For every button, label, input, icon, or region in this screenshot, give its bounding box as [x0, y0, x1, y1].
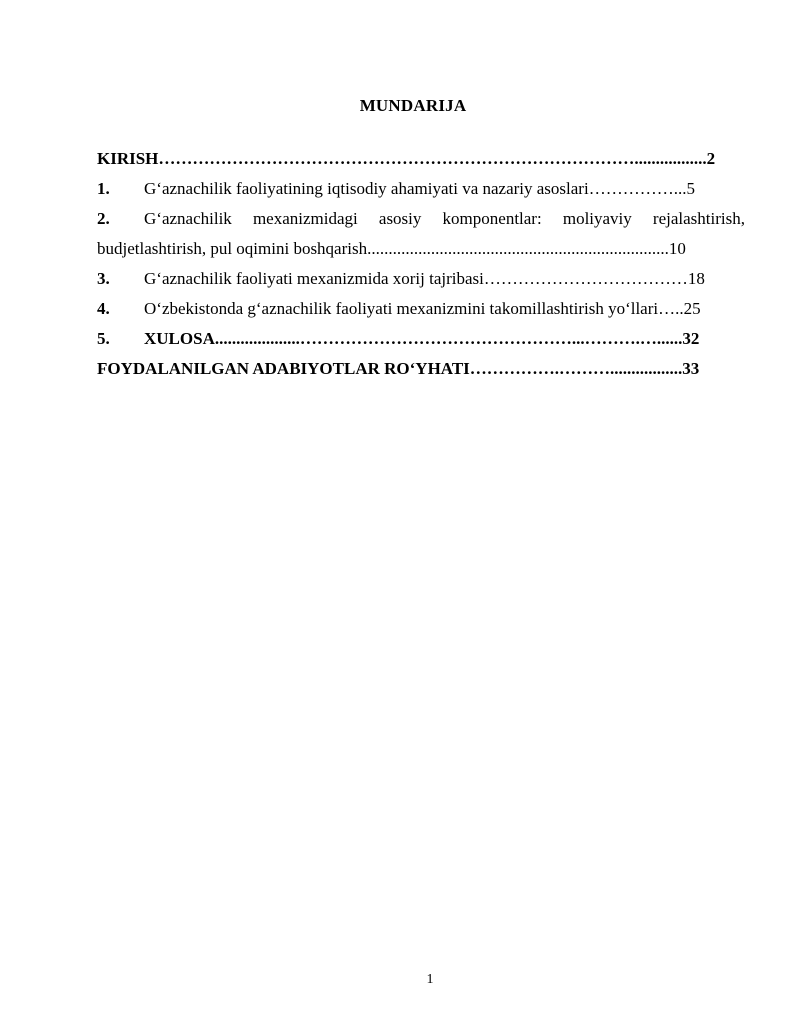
toc-entry-3[interactable]: [97, 264, 745, 294]
toc-entry-2-line-1[interactable]: [97, 204, 745, 234]
toc-entry-4[interactable]: [97, 294, 745, 324]
toc-entry-1[interactable]: [97, 174, 745, 204]
toc-entry-text: G‘aznachilik faoliyati mexanizmida xorij tajribasi………………………………18: [144, 269, 705, 288]
toc-entry-number: 2.: [97, 209, 110, 228]
toc-entry-number: 5.: [97, 329, 110, 348]
toc-entry-references[interactable]: FOYDALANILGAN ADABIYOTLAR RO‘YHATI…………….……….................33: [97, 359, 700, 378]
table-of-contents: [97, 144, 745, 384]
toc-entry-number: 1.: [97, 179, 110, 198]
page-number: 1: [426, 972, 434, 987]
toc-entry-2-line-2[interactable]: budjetlashtirish, pul oqimini boshqarish.......................................................................10: [97, 239, 686, 258]
page-title: MUNDARIJA: [359, 96, 467, 115]
toc-entry-number: 4.: [97, 299, 110, 318]
toc-entry-text: XULOSA....................…………………………………………...……….…......32: [144, 329, 700, 348]
toc-entry-text: O‘zbekistonda g‘aznachilik faoliyati mexanizmini takomillashtirish yo‘llari…..25: [144, 299, 701, 318]
toc-entry-text: G‘aznachilik faoliyatining iqtisodiy ahamiyati va nazariy asoslari……………...5: [144, 179, 695, 198]
toc-entry-number: 3.: [97, 269, 110, 288]
toc-entry-5[interactable]: [97, 324, 745, 354]
toc-entry-text: G‘aznachilik mexanizmidagi asosiy komponentlar: moliyaviy rejalashtirish,: [144, 209, 745, 228]
toc-entry-kirish[interactable]: KIRISH………………………………………………………………………….................2: [97, 149, 716, 168]
